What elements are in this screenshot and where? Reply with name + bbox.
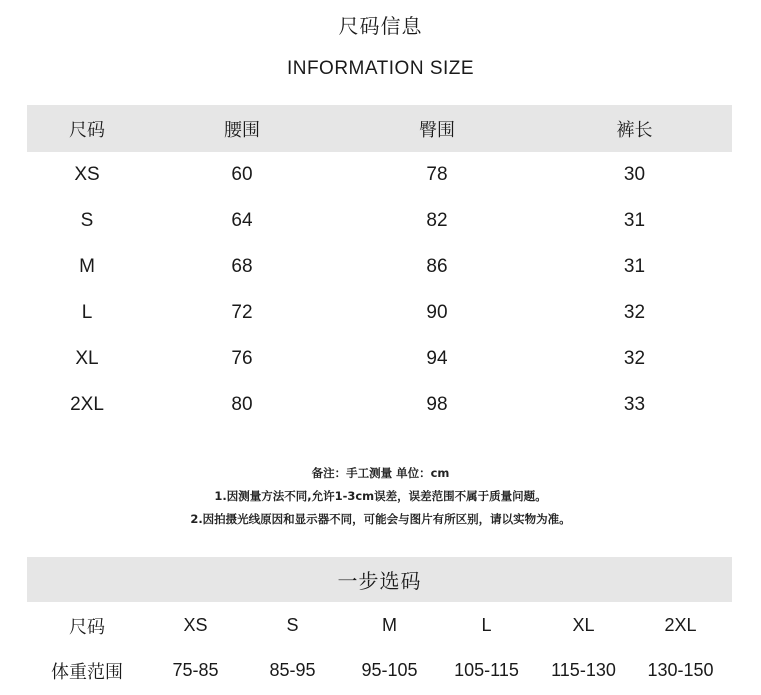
cell-size: M [79,256,95,277]
cell-waist: 80 [231,394,253,415]
page-title: 尺码信息 [338,14,423,38]
recommend-weight: 85-95 [269,660,316,680]
note-unit: 备注：手工测量 单位：cm [311,466,450,480]
table-row [27,290,732,336]
cell-waist: 76 [231,348,253,369]
cell-waist: 64 [231,210,253,231]
cell-hip: 98 [426,394,448,415]
cell-size: L [81,302,93,323]
cell-size: XS [74,164,100,185]
recommend-title: 一步选码 [27,557,732,602]
recommend-size-label: 尺码 [69,616,105,638]
recommend-weight: 105-115 [454,660,519,680]
cell-hip: 86 [426,256,448,277]
cell-size: S [80,210,94,231]
table-row [27,336,732,382]
recommend-weight-label: 体重范围 [51,661,123,683]
notes [0,462,761,531]
header-hip: 臀围 [419,119,455,141]
cell-length: 31 [623,256,646,277]
cell-length: 30 [623,164,646,185]
cell-length: 32 [623,348,646,369]
page-subtitle: INFORMATION SIZE [286,58,475,79]
cell-size: XL [75,348,99,369]
size-table-header [27,105,732,152]
recommend-weight: 130-150 [647,660,714,680]
recommend-table [27,603,732,693]
cell-waist: 68 [231,256,253,277]
note-color: 2.因拍摄光线原因和显示器不同，可能会与图片有所区别，请以实物为准。 [190,512,571,526]
cell-waist: 72 [231,302,253,323]
table-row [27,382,732,428]
recommend-size: M [382,615,397,635]
cell-hip: 90 [426,302,448,323]
cell-hip: 78 [426,164,448,185]
cell-size: 2XL [70,394,104,415]
recommend-size: L [481,615,492,635]
table-row [27,198,732,244]
note-error: 1.因测量方法不同,允许1-3cm误差，误差范围不属于质量问题。 [214,489,547,503]
recommend-size: 2XL [664,615,697,635]
table-row [27,152,732,198]
header-size: 尺码 [69,119,105,141]
recommend-weight-row [27,648,732,693]
recommend-size: XL [572,615,595,635]
recommend-weight: 95-105 [361,660,418,680]
recommend-size: XS [183,615,208,635]
header-length: 裤长 [616,119,653,141]
cell-waist: 60 [231,164,253,185]
recommend-weight: 75-85 [172,660,219,680]
cell-length: 32 [623,302,646,323]
cell-length: 33 [623,394,646,415]
table-row [27,244,732,290]
cell-length: 31 [623,210,646,231]
size-table [27,105,732,428]
recommend-size: S [286,615,299,635]
recommend-size-row [27,603,732,648]
header-waist: 腰围 [224,119,260,141]
cell-hip: 82 [426,210,448,231]
cell-hip: 94 [426,348,448,369]
recommend-weight: 115-130 [551,660,616,680]
